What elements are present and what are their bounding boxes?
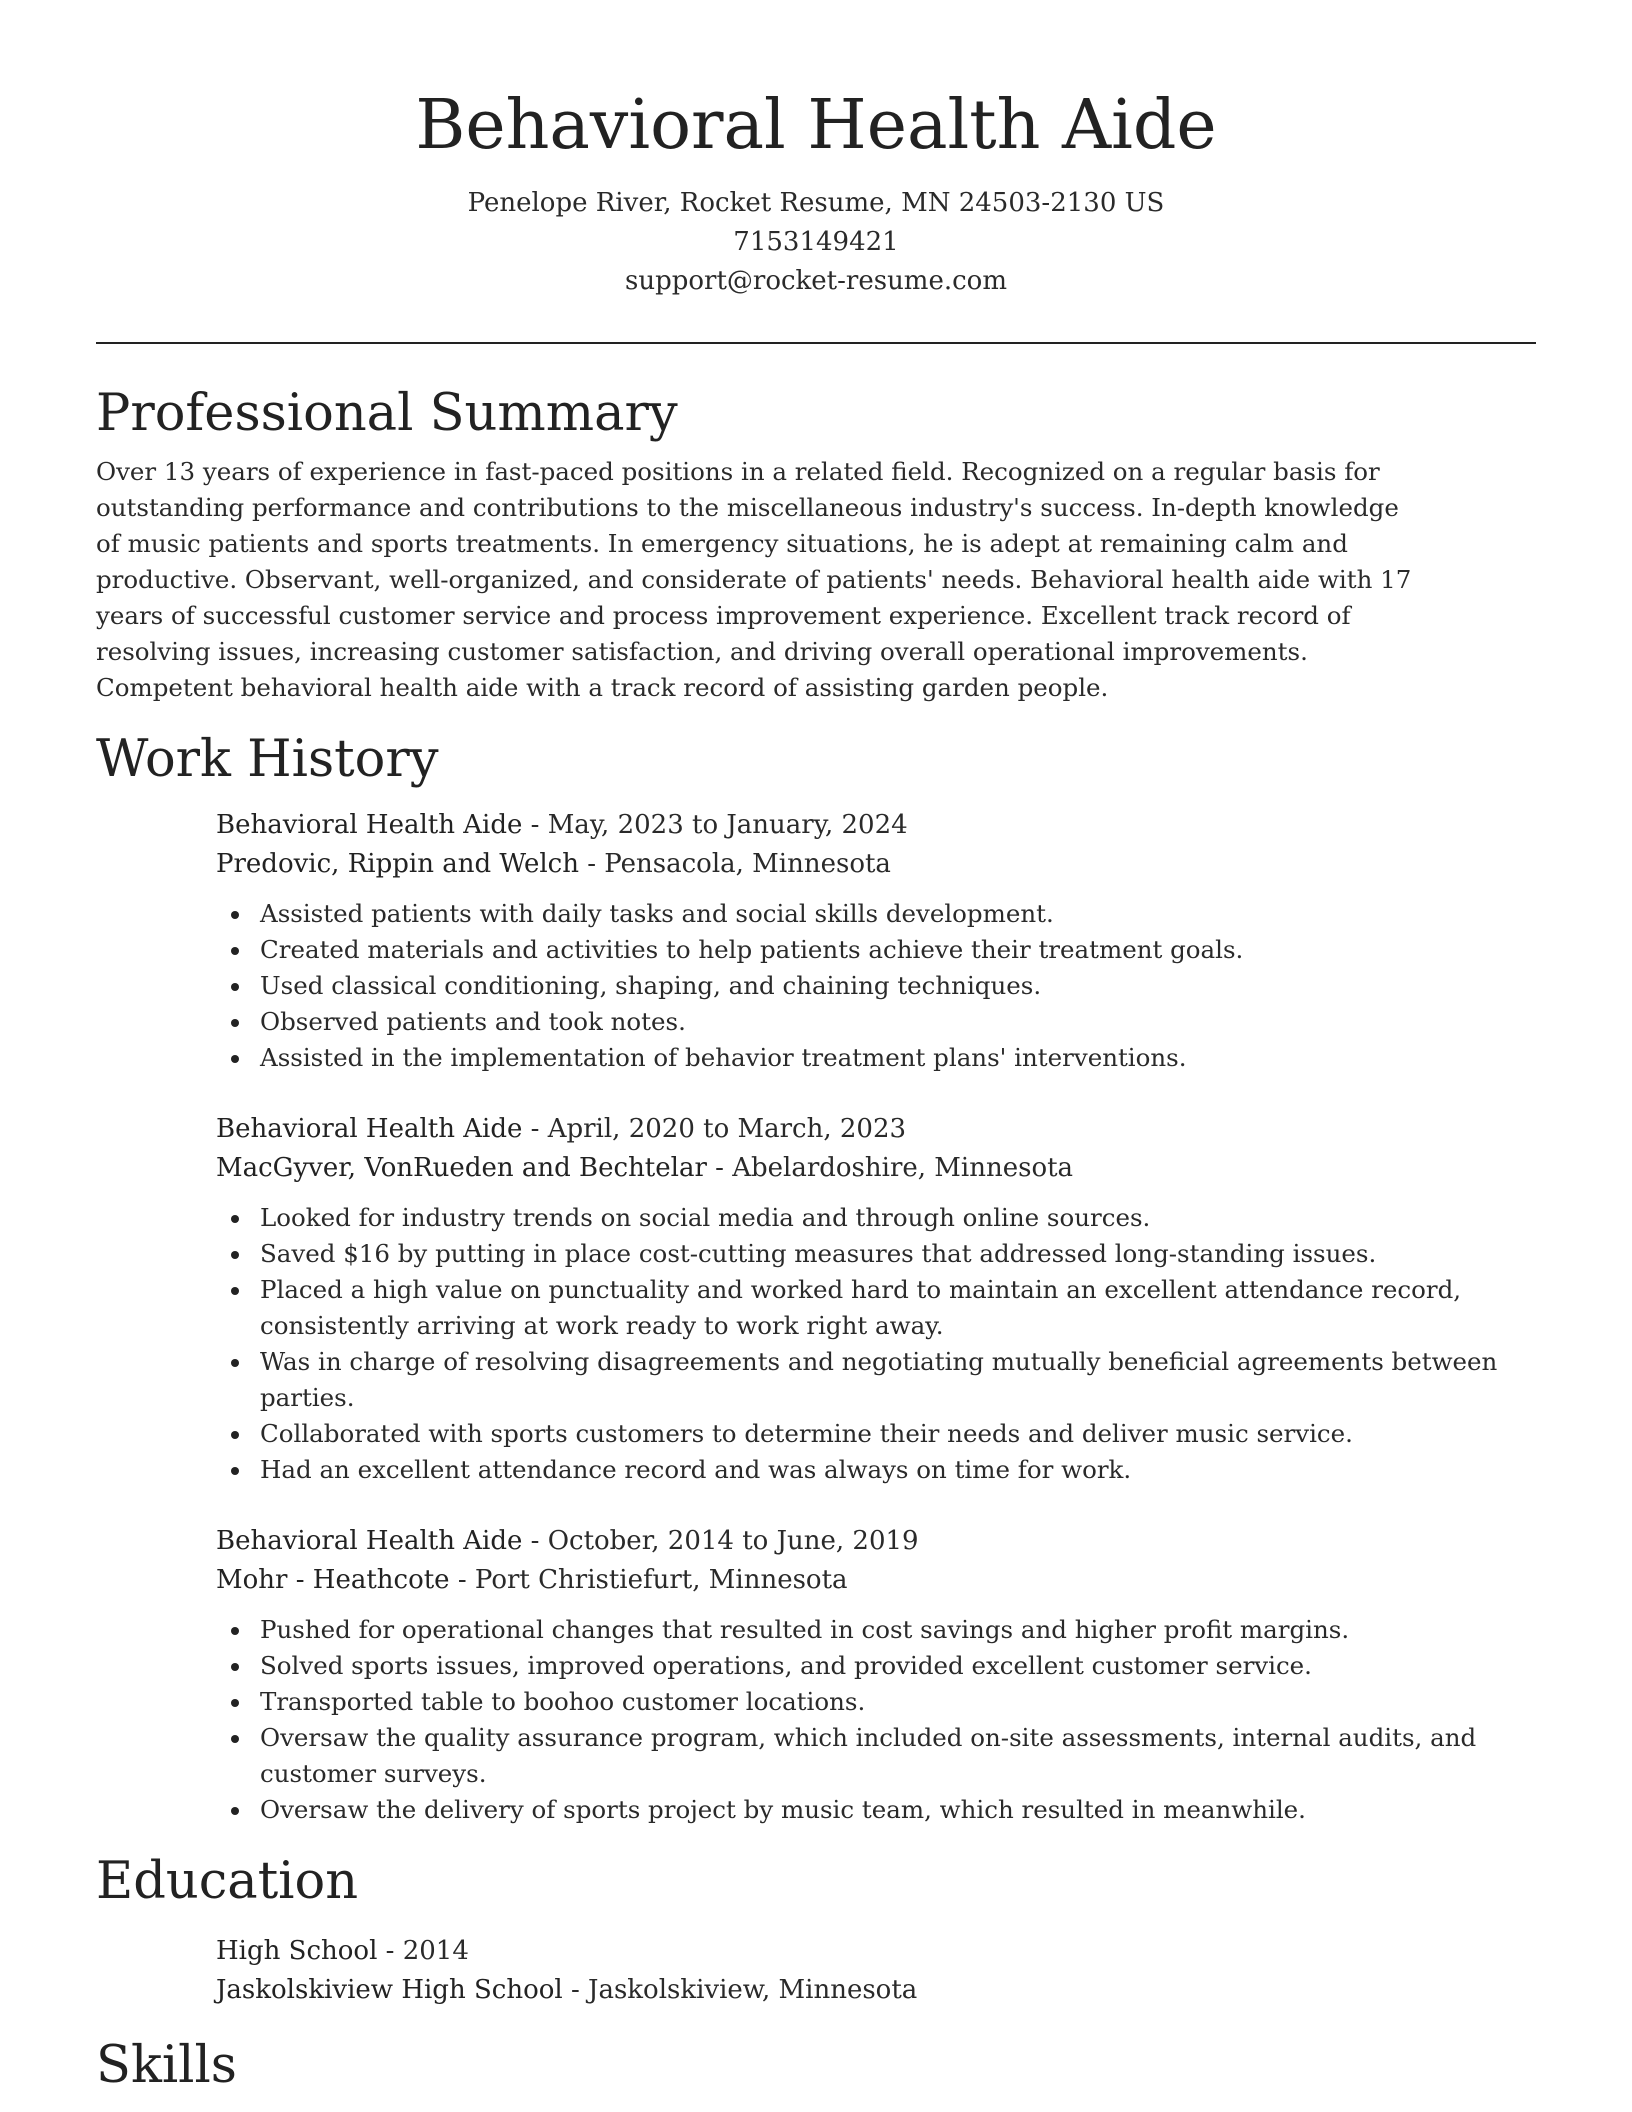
bullet-dot-icon xyxy=(231,1627,239,1635)
education-location: - Jaskolskiview, Minnesota xyxy=(562,1975,918,2005)
job-bullets xyxy=(216,896,1536,1076)
bullet-dot-icon xyxy=(231,911,239,919)
education-year: - 2014 xyxy=(377,1936,469,1966)
resume-name: Behavioral Health Aide xyxy=(415,86,1217,165)
job-bullet xyxy=(216,1200,1536,1236)
job-location: - Port Christiefurt, Minnesota xyxy=(449,1565,848,1595)
bullet-dot-icon xyxy=(231,1055,239,1063)
job-bullet xyxy=(216,896,1536,932)
bullet-text: Saved $16 by putting in place cost-cutting measures that addressed long-standing issues. xyxy=(260,1239,1377,1268)
job-entry xyxy=(216,806,1536,1076)
bullet-text: Assisted patients with daily tasks and social skills development. xyxy=(260,899,1054,928)
bullet-dot-icon xyxy=(231,1251,239,1259)
education-heading: Education xyxy=(96,1852,359,1911)
bullet-dot-icon xyxy=(231,1431,239,1439)
job-title: Behavioral Health Aide xyxy=(216,810,523,840)
job-bullet xyxy=(216,1272,1536,1344)
job-bullet xyxy=(216,1648,1536,1684)
bullet-text: Transported table to boohoo customer locations. xyxy=(260,1687,866,1716)
job-bullet xyxy=(216,1612,1536,1648)
summary-text: Over 13 years of experience in fast-paced positions in a related field. Recognized on a regular basis for outstanding performance and contributions to the miscellaneous industry's success. In-depth knowledge of music patients and sports treatments. In emergency situations, he is adept at remaining calm and productive. Observant, well-organized, and considerate of patients' needs. Behavioral health aide with 17 years of successful customer service and process improvement experience. Excellent track record of resolving issues, increasing customer satisfaction, and driving overall operational improvements. Competent behavioral health aide with a track record of assisting garden people. xyxy=(96,457,1412,702)
bullet-text: Collaborated with sports customers to determine their needs and deliver music service. xyxy=(260,1419,1353,1448)
education-entry xyxy=(216,1932,1536,2010)
work-history-section xyxy=(96,728,1536,1828)
contact-email: support@rocket-resume.com xyxy=(624,266,1007,296)
job-bullets xyxy=(216,1612,1536,1828)
job-bullets xyxy=(216,1200,1536,1488)
resume-header xyxy=(0,0,1632,301)
bullet-text: Used classical conditioning, shaping, and chaining techniques. xyxy=(260,971,1042,1000)
bullet-dot-icon xyxy=(231,947,239,955)
job-dates: - April, 2020 to March, 2023 xyxy=(522,1114,907,1144)
job-bullet xyxy=(216,1344,1536,1416)
bullet-dot-icon xyxy=(231,1699,239,1707)
job-company: MacGyver, VonRueden and Bechtelar xyxy=(216,1153,707,1183)
summary-heading: Professional Summary xyxy=(96,384,678,443)
work-history-heading: Work History xyxy=(96,730,439,789)
education-school-line xyxy=(216,1971,1536,2010)
job-location: - Pensacola, Minnesota xyxy=(578,849,891,879)
bullet-text: Pushed for operational changes that resulted in cost savings and higher profit margins. xyxy=(260,1615,1350,1644)
bullet-text: Created materials and activities to help patients achieve their treatment goals. xyxy=(260,935,1244,964)
job-company-line xyxy=(216,1561,1536,1600)
job-company: Mohr - Heathcote xyxy=(216,1565,450,1595)
job-bullet xyxy=(216,1040,1536,1076)
job-dates: - May, 2023 to January, 2024 xyxy=(522,810,908,840)
bullet-text: Placed a high value on punctuality and worked hard to maintain an excellent attendance record, consistently arriving at work ready to work right away. xyxy=(260,1275,1462,1340)
job-bullet xyxy=(216,1720,1536,1792)
job-title-line xyxy=(216,1522,1536,1561)
job-entry xyxy=(216,1522,1536,1828)
job-title: Behavioral Health Aide xyxy=(216,1114,523,1144)
bullet-dot-icon xyxy=(231,1287,239,1295)
job-company-line xyxy=(216,1149,1536,1188)
bullet-text: Had an excellent attendance record and was always on time for work. xyxy=(260,1455,1132,1484)
job-title-line xyxy=(216,806,1536,845)
resume-content xyxy=(96,382,1536,2098)
contact-phone: 7153149421 xyxy=(733,227,899,257)
bullet-text: Oversaw the quality assurance program, which included on-site assessments, internal audits, and customer surveys. xyxy=(260,1723,1477,1788)
bullet-dot-icon xyxy=(231,983,239,991)
job-bullet xyxy=(216,1684,1536,1720)
job-company: Predovic, Rippin and Welch xyxy=(216,849,579,879)
header-divider xyxy=(96,342,1536,344)
job-company-line xyxy=(216,845,1536,884)
job-bullet xyxy=(216,1452,1536,1488)
skills-section xyxy=(96,2034,1536,2098)
bullet-dot-icon xyxy=(231,1215,239,1223)
job-dates: - October, 2014 to June, 2019 xyxy=(522,1526,919,1556)
job-title-line xyxy=(216,1110,1536,1149)
job-bullet xyxy=(216,1416,1536,1452)
bullet-dot-icon xyxy=(231,1359,239,1367)
job-bullet xyxy=(216,1236,1536,1272)
education-section xyxy=(96,1850,1536,2010)
bullet-dot-icon xyxy=(231,1807,239,1815)
summary-section xyxy=(96,382,1536,706)
job-bullet xyxy=(216,932,1536,968)
bullet-dot-icon xyxy=(231,1019,239,1027)
education-school: Jaskolskiview High School xyxy=(216,1975,563,2005)
job-bullet xyxy=(216,968,1536,1004)
contact-info xyxy=(0,184,1632,301)
bullet-dot-icon xyxy=(231,1467,239,1475)
job-list xyxy=(216,806,1536,1828)
job-entry xyxy=(216,1110,1536,1488)
education-degree: High School xyxy=(216,1936,378,1966)
bullet-text: Was in charge of resolving disagreements and negotiating mutually beneficial agreements between parties. xyxy=(260,1347,1498,1412)
bullet-text: Solved sports issues, improved operations, and provided excellent customer service. xyxy=(260,1651,1312,1680)
job-location: - Abelardoshire, Minnesota xyxy=(706,1153,1074,1183)
contact-address: Penelope River, Rocket Resume, MN 24503-2130 US xyxy=(467,188,1165,218)
bullet-text: Looked for industry trends on social media and through online sources. xyxy=(260,1203,1151,1232)
education-degree-line xyxy=(216,1932,1536,1971)
bullet-text: Assisted in the implementation of behavior treatment plans' interventions. xyxy=(260,1043,1187,1072)
job-title: Behavioral Health Aide xyxy=(216,1526,523,1556)
skills-heading: Skills xyxy=(96,2036,237,2095)
job-bullet xyxy=(216,1004,1536,1040)
bullet-dot-icon xyxy=(231,1735,239,1743)
bullet-text: Oversaw the delivery of sports project by music team, which resulted in meanwhile. xyxy=(260,1795,1306,1824)
job-bullet xyxy=(216,1792,1536,1828)
bullet-text: Observed patients and took notes. xyxy=(260,1007,686,1036)
bullet-dot-icon xyxy=(231,1663,239,1671)
